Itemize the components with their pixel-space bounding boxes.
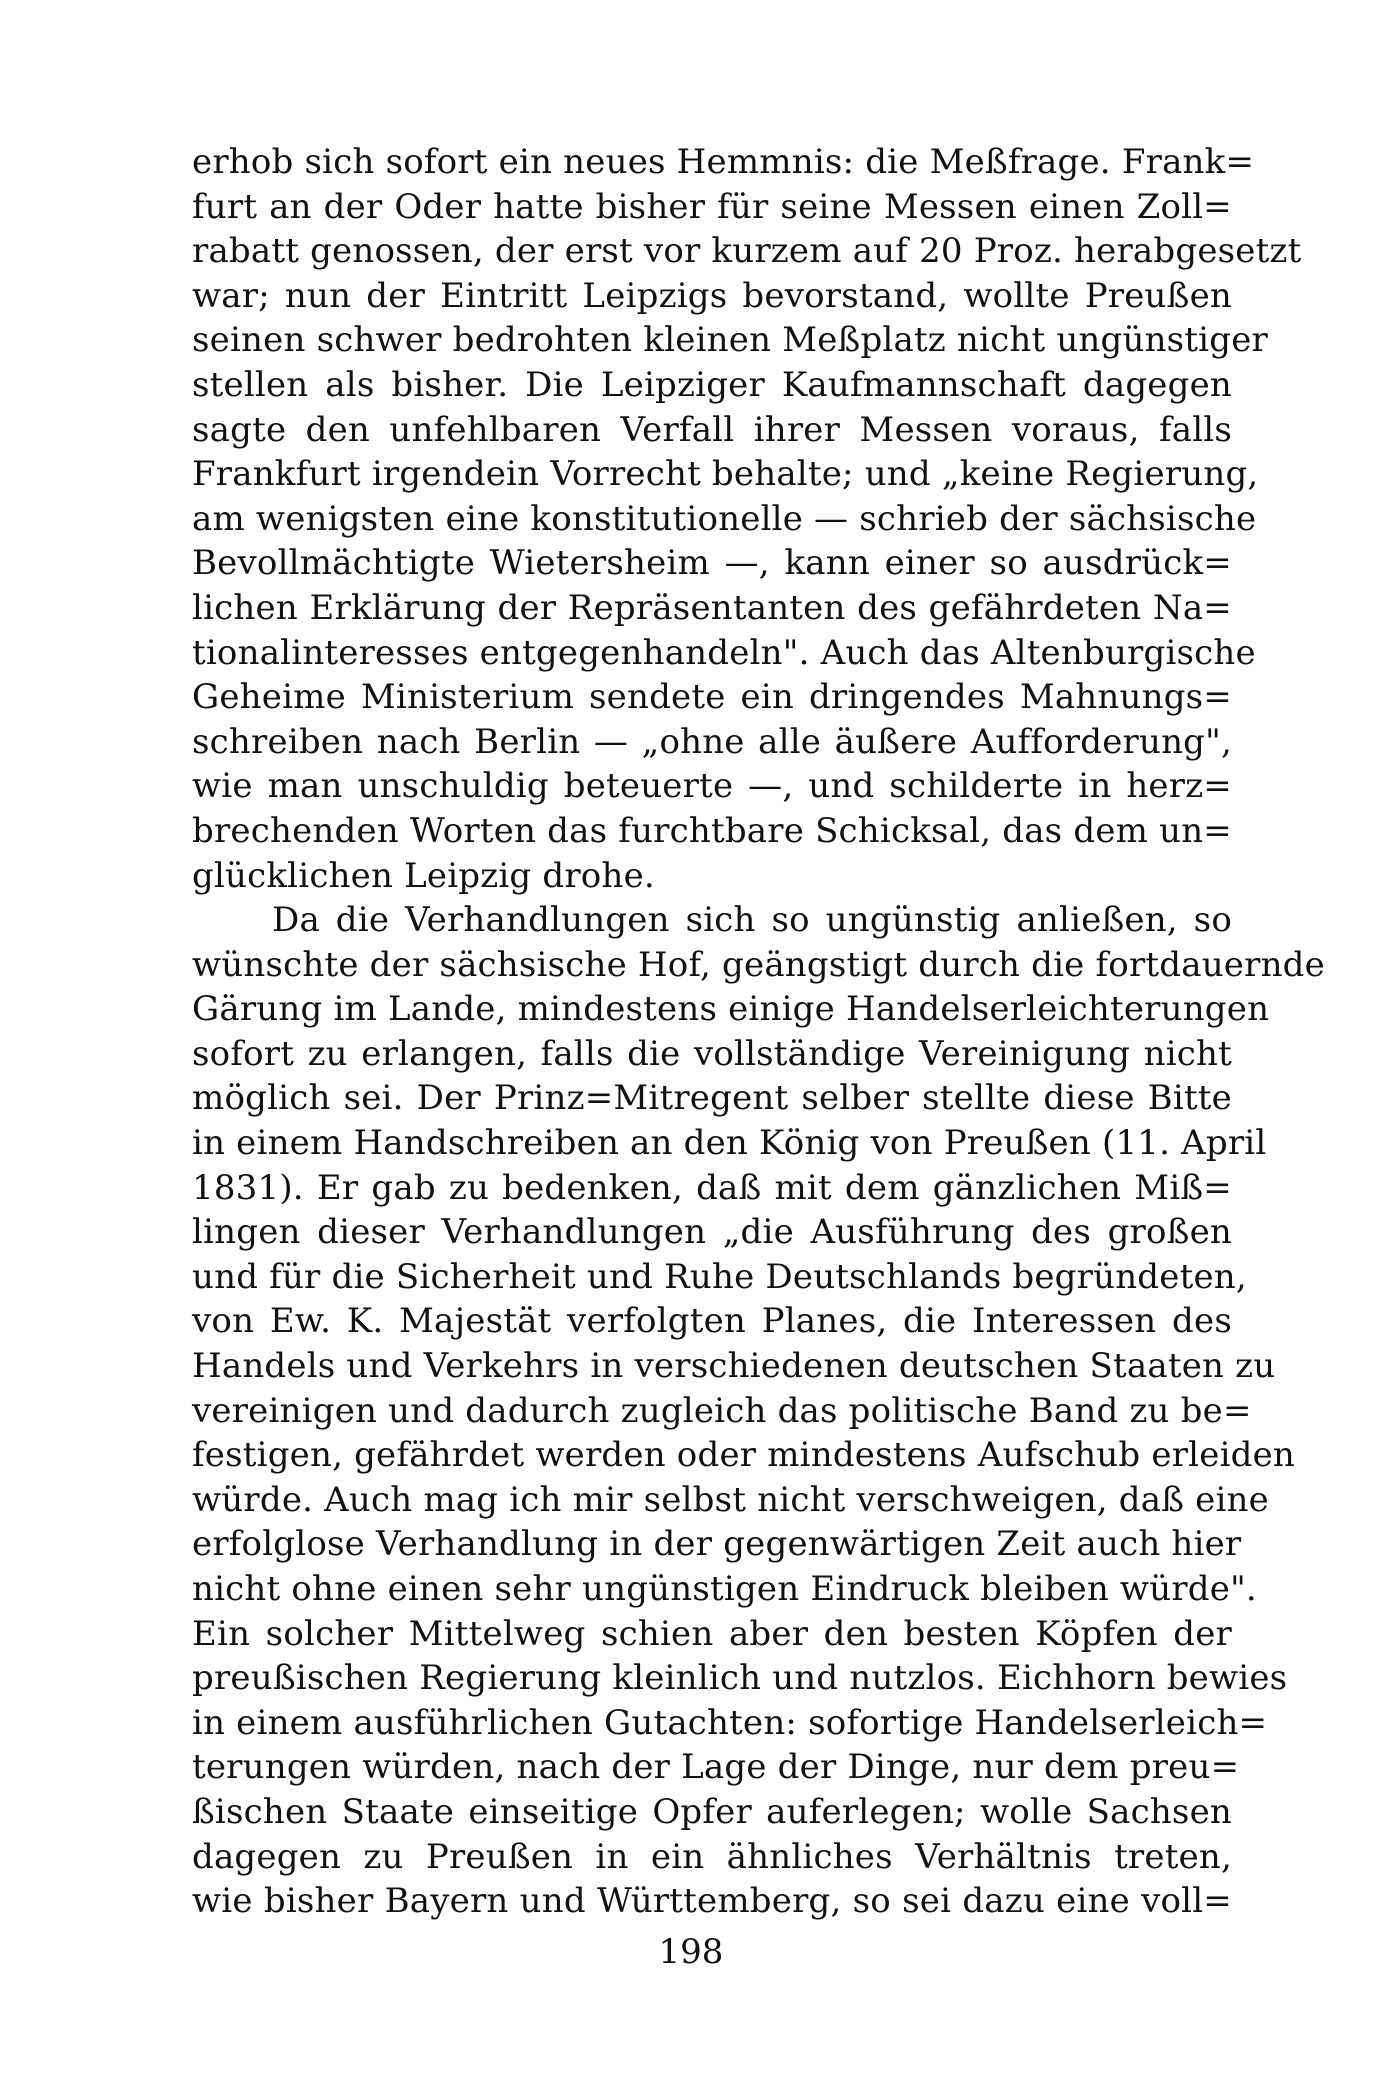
text-line: sagte den unfehlbaren Verfall ihrer Messen voraus, falls (192, 409, 1232, 450)
text-line: Handels und Verkehrs in verschiedenen deutschen Staaten zu (192, 1346, 1276, 1387)
paragraph-end-line: glücklichen Leipzig drohe. (192, 855, 655, 896)
text-line: nicht ohne einen sehr ungünstigen Eindruck bleiben würde". (192, 1569, 1257, 1609)
text-line: lichen Erklärung der Repräsentanten des gefährdeten Na= (192, 587, 1232, 628)
text-line: von Ew. K. Majestät verfolgten Planes, die Interessen des (192, 1301, 1232, 1342)
text-line: ßischen Staate einseitige Opfer auferlegen; wolle Sachsen (192, 1791, 1232, 1832)
text-line: furt an der Oder hatte bisher für seine Messen einen Zoll= (192, 186, 1232, 227)
text-line: tionalinteresses entgegenhandeln". Auch das Altenburgische (192, 632, 1256, 673)
text-line: schreiben nach Berlin — „ohne alle äußere Aufforderung", (192, 721, 1232, 762)
text-line: preußischen Regierung kleinlich und nutzlos. Eichhorn bewies (192, 1658, 1288, 1699)
text-line: wie man unschuldig beteuerte —, und schilderte in herz= (192, 766, 1232, 807)
text-line: brechenden Worten das furchtbare Schicksal, das dem un= (192, 810, 1232, 851)
text-line: Geheime Ministerium sendete ein dringendes Mahnungs= (192, 677, 1232, 718)
body-text (192, 140, 1325, 1924)
paragraph-start-line: Da die Verhandlungen sich so ungünstig anließen, so (272, 900, 1232, 941)
text-line: und für die Sicherheit und Ruhe Deutschlands begründeten, (192, 1256, 1247, 1297)
text-line: war; nun der Eintritt Leipzigs bevorstand, wollte Preußen (192, 275, 1232, 316)
text-line: vereinigen und dadurch zugleich das politische Band zu be= (192, 1390, 1252, 1431)
text-line: würde. Auch mag ich mir selbst nicht verschweigen, daß eine (192, 1479, 1269, 1520)
text-line: stellen als bisher. Die Leipziger Kaufmannschaft dagegen (192, 364, 1232, 405)
text-line: terungen würden, nach der Lage der Dinge, nur dem preu= (192, 1747, 1240, 1788)
text-line: in einem Handschreiben an den König von Preußen (11. April (192, 1123, 1267, 1164)
text-line: seinen schwer bedrohten kleinen Meßplatz nicht ungünstiger (192, 320, 1268, 361)
text-line: möglich sei. Der Prinz=Mitregent selber stellte diese Bitte (192, 1078, 1232, 1119)
text-line: Frankfurt irgendein Vorrecht behalte; und „keine Regierung, (192, 454, 1259, 495)
text-line: in einem ausführlichen Gutachten: sofortige Handelserleich= (192, 1702, 1268, 1743)
text-line: am wenigsten eine konstitutionelle — schrieb der sächsische (192, 498, 1257, 539)
text-line: erhob sich sofort ein neues Hemmnis: die Meßfrage. Frank= (192, 142, 1255, 182)
text-line: sofort zu erlangen, falls die vollständige Vereinigung nicht (192, 1033, 1232, 1074)
text-line: dagegen zu Preußen in ein ähnliches Verhältnis treten, (192, 1836, 1232, 1877)
text-line: Ein solcher Mittelweg schien aber den besten Köpfen der (192, 1613, 1232, 1654)
text-line: lingen dieser Verhandlungen „die Ausführung des großen (192, 1212, 1232, 1253)
text-line: wie bisher Bayern und Württemberg, so sei dazu eine voll= (192, 1881, 1232, 1922)
text-line: wünschte der sächsische Hof, geängstigt durch die fortdauernde (192, 944, 1325, 985)
text-line: rabatt genossen, der erst vor kurzem auf 20 Proz. herabgesetzt (192, 231, 1302, 272)
text-line: Bevollmächtigte Wietersheim —, kann einer so ausdrück= (192, 543, 1232, 584)
text-line: festigen, gefährdet werden oder mindestens Aufschub erleiden (192, 1435, 1296, 1476)
page-number: 198 (658, 1932, 724, 1972)
text-line: 1831). Er gab zu bedenken, daß mit dem gänzlichen Miß= (192, 1167, 1232, 1208)
text-line: erfolglose Verhandlung in der gegenwärtigen Zeit auch hier (192, 1524, 1242, 1565)
text-line: Gärung im Lande, mindestens einige Handelserleichterungen (192, 989, 1270, 1030)
